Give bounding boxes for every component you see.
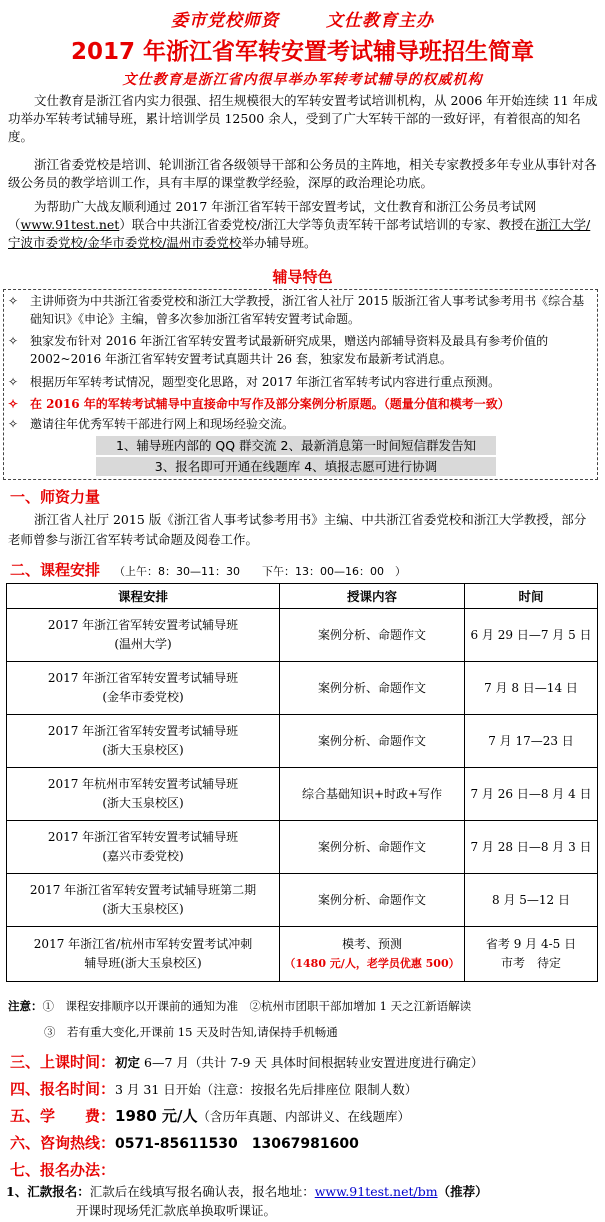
organizer-right: 文仕教育主办: [325, 11, 434, 31]
table-row: [7, 927, 598, 982]
signup-link[interactable]: www.91test.net/bm: [314, 1184, 438, 1199]
content-cell: 案例分析、命题作文: [280, 662, 465, 715]
signup-time: [10, 1078, 417, 1099]
time-cell: 8 月 5—12 日: [465, 874, 598, 927]
organizer-line: [0, 6, 605, 31]
hotline-label: 六、咨询热线：: [10, 1134, 116, 1152]
schedule-hours: （上午：8：30—11：30 下午：13：00—16：00 ）: [114, 565, 406, 578]
table-row: [7, 768, 598, 821]
content-cell: 案例分析、命题作文: [280, 715, 465, 768]
course-place: (浙大玉泉校区): [102, 796, 184, 810]
schedule-title: 二、课程安排: [10, 561, 101, 579]
content-text: 模考、预测: [341, 937, 402, 951]
feature-item: [8, 373, 588, 391]
col-content: 授课内容: [280, 584, 465, 609]
course-name: 2017 年浙江省军转安置考试辅导班: [47, 830, 239, 844]
time-city: 市考 待定: [500, 956, 561, 970]
content-cell: [280, 927, 465, 982]
time-cell: 7 月 26 日—8 月 4 日: [465, 768, 598, 821]
course-cell: [7, 609, 280, 662]
table-row: [7, 609, 598, 662]
feature-item: [8, 292, 588, 328]
feature-text: 独家发布针对 2016 年浙江省军转安置考试最新研究成果，赠送内部辅导资料及最具有参考价值的 2002~2016 年浙江省军转安置考试真题共计 26 套，独家发布最新考试消息。: [30, 334, 549, 366]
note-line-2: ③ 若有重大变化,开课前 15 天及时告知,请保持手机畅通: [44, 1025, 338, 1039]
time-cell: 7 月 8 日—14 日: [465, 662, 598, 715]
class-time-text: 6—7 月（共计 7-9 天 具体时间根据转业安置进度进行确定）: [140, 1055, 484, 1070]
course-cell: [7, 874, 280, 927]
signup-time-label: 四、报名时间：: [10, 1080, 116, 1098]
page-subtitle: 文仕教育是浙江省内很早举办军转考试辅导的权威机构: [122, 72, 483, 88]
intro-places: 浙江大学/宁波市委党校/金华市委党校/温州市委党校: [8, 217, 591, 250]
feature-item: [8, 415, 588, 433]
note-line-1: [8, 998, 471, 1014]
fee-amount: 1980 元/人: [115, 1107, 198, 1125]
course-place: 辅导班(浙大玉泉校区): [84, 956, 202, 970]
course-place: (金华市委党校): [102, 690, 184, 704]
content-cell: 案例分析、命题作文: [280, 874, 465, 927]
page-title: 2017 年浙江省军转安置考试辅导班招生简章: [70, 39, 535, 65]
signup-time-text: 3 月 31 日开始（注意：按报名先后排座位 限制人数）: [115, 1082, 418, 1097]
time-cell: 6 月 29 日—7 月 5 日: [465, 609, 598, 662]
benefits-row-1: 1、辅导班内部的 QQ 群交流 2、最新消息第一时间短信群发告知: [96, 436, 496, 455]
table-row: [7, 715, 598, 768]
price-note: （1480 元/人，老学员优惠 500）: [284, 957, 460, 970]
schedule-heading: [10, 559, 406, 580]
fee-label: 五、学 费：: [10, 1107, 116, 1125]
time-province: 省考 9 月 4-5 日: [485, 937, 577, 951]
intro-p3-b: ）联合中共浙江省委党校/浙江大学等负责军转干部考试培训的专家、教授在: [119, 217, 537, 232]
course-cell: [7, 715, 280, 768]
course-cell: [7, 768, 280, 821]
course-name: 2017 年浙江省/杭州市军转安置考试冲刺: [33, 937, 253, 951]
col-time: 时间: [465, 584, 598, 609]
note-text-1: ① 课程安排顺序以开课前的通知为准 ②杭州市团职干部加增加 1 天之江新语解读: [42, 999, 472, 1013]
intro-paragraph-2: 浙江省委党校是培训、轮训浙江省各级领导干部和公务员的主阵地，相关专家教授多年专业从事针对各级公务员的教学培训工作，具有丰厚的课堂教学经验，深厚的政治理论功底。: [8, 157, 597, 190]
feature-item-highlight: [8, 395, 588, 413]
course-name: 2017 年浙江省军转安置考试辅导班第二期: [29, 883, 257, 897]
organizer-left: 委市党校师资: [171, 11, 280, 31]
bullet-icon: ✧: [8, 334, 19, 348]
method-item-1-line2: 开课时现场凭汇款底单换取听课证。: [76, 1203, 277, 1218]
course-name: 2017 年浙江省军转安置考试辅导班: [47, 724, 239, 738]
feature-text: 根据历年军转考试情况，题型变化思路，对 2017 年浙江省军转考试内容进行重点预测。: [30, 375, 501, 389]
fee: [10, 1105, 410, 1126]
intro-paragraph-1: 文仕教育是浙江省内实力很强、招生规模很大的军转安置考试培训机构，从 2006 年开始连续 11 年成功举办军转考试辅导班，累计培训学员 12500 余人，受到了广大军转干部的一致好评，有着很高的知名度。: [8, 93, 598, 144]
intro-paragraph-3: [8, 198, 598, 260]
bullet-icon: ✧: [8, 294, 19, 308]
intro-p3-a: 为帮助广大战友顺利通过 2017 年浙江省军转干部安置考试，文仕教育和浙江公务员考试网（: [8, 199, 537, 232]
schedule-table: [6, 583, 598, 982]
table-row: [7, 821, 598, 874]
fee-text: （含历年真题、内部讲义、在线题库）: [197, 1109, 410, 1124]
course-cell: [7, 821, 280, 874]
bullet-icon: ✧: [8, 417, 19, 431]
class-time-bold: 初定: [115, 1055, 141, 1070]
recommend-tag: （推荐）: [437, 1184, 488, 1199]
course-place: (嘉兴市委党校): [102, 849, 184, 863]
faculty-text: 浙江省人社厅 2015 版《浙江省人事考试参考用书》主编、中共浙江省委党校和浙江大学教授，部分老师曾参与浙江省军转考试命题及阅卷工作。: [8, 512, 587, 547]
hotline: [10, 1132, 359, 1153]
course-name: 2017 年浙江省军转安置考试辅导班: [47, 618, 239, 632]
method-heading: 七、报名办法：: [10, 1161, 116, 1179]
hotline-numbers: 0571-85611530 13067981600: [115, 1136, 359, 1152]
method-item-text: 汇款后在线填写报名确认表，报名地址：: [89, 1184, 315, 1199]
content-cell: 案例分析、命题作文: [280, 609, 465, 662]
feature-item: [8, 332, 588, 368]
feature-text: 邀请往年优秀军转干部进行网上和现场经验交流。: [30, 417, 295, 431]
class-time: [10, 1051, 483, 1072]
bullet-icon: ✧: [8, 397, 19, 411]
content-cell: 综合基础知识+时政+写作: [280, 768, 465, 821]
feature-text: 在 2016 年的军转考试辅导中直接命中写作及部分案例分析原题。（题量分值和模考一致）: [30, 397, 510, 411]
time-cell: 7 月 17—23 日: [465, 715, 598, 768]
course-name: 2017 年杭州市军转安置考试辅导班: [47, 777, 239, 791]
course-cell: [7, 927, 280, 982]
bullet-icon: ✧: [8, 375, 19, 389]
method-item-1: [6, 1183, 488, 1201]
site-link[interactable]: www.91test.net: [20, 217, 120, 232]
course-place: (浙大玉泉校区): [102, 743, 184, 757]
table-header-row: [7, 584, 598, 609]
course-name: 2017 年浙江省军转安置考试辅导班: [47, 671, 239, 685]
method-item-label: 1、汇款报名：: [6, 1184, 90, 1199]
class-time-label: 三、上课时间：: [10, 1053, 116, 1071]
intro-p3-c: 举办辅导班。: [241, 235, 317, 250]
features-heading: 辅导特色: [272, 268, 333, 286]
col-course: 课程安排: [7, 584, 280, 609]
table-row: [7, 874, 598, 927]
time-cell: 7 月 28 日—8 月 3 日: [465, 821, 598, 874]
feature-text: 主讲师资为中共浙江省委党校和浙江大学教授，浙江省人社厅 2015 版浙江省人事考试参考用书《综合基础知识》《申论》主编，曾多次参加浙江省军转安置考试命题。: [30, 294, 585, 326]
time-cell: [465, 927, 598, 982]
benefits-row-2: 3、报名即可开通在线题库 4、填报志愿可进行协调: [96, 457, 496, 476]
faculty-heading: 一、师资力量: [10, 488, 101, 506]
course-cell: [7, 662, 280, 715]
note-label: 注意：: [8, 999, 43, 1013]
table-row: [7, 662, 598, 715]
course-place: (浙大玉泉校区): [102, 902, 184, 916]
course-place: (温州大学): [114, 637, 172, 651]
content-cell: 案例分析、命题作文: [280, 821, 465, 874]
